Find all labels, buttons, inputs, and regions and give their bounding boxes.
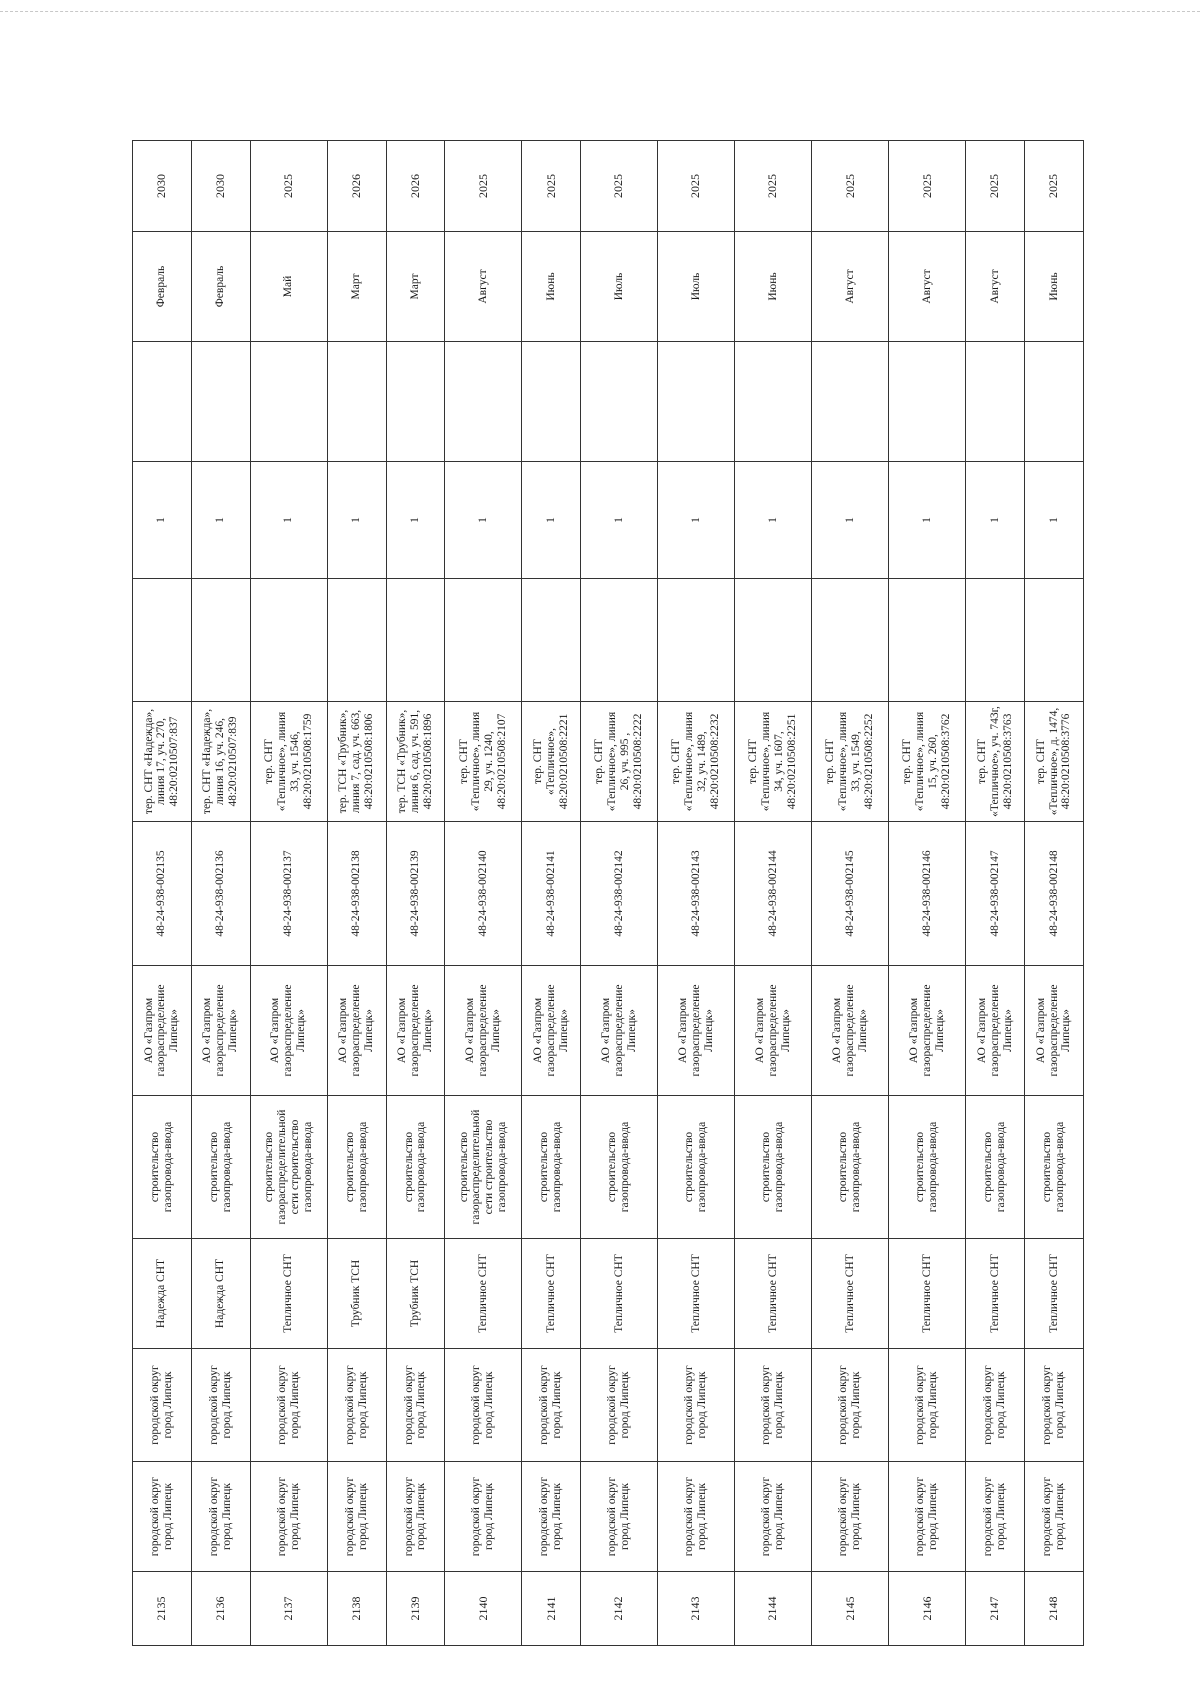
- municipality-cell: городской округ город Липецк: [386, 1462, 445, 1572]
- organization-cell: АО «Газпром газораспределение Липецк»: [735, 966, 812, 1096]
- year-cell: 2025: [889, 141, 966, 232]
- empty-cell: [1025, 579, 1084, 702]
- organization-cell: АО «Газпром газораспределение Липецк»: [445, 966, 522, 1096]
- settlement-cell: городской округ город Липецк: [966, 1349, 1025, 1462]
- year-cell: 2025: [445, 141, 522, 232]
- count-cell: 1: [133, 462, 192, 579]
- empty-cell: [250, 579, 327, 702]
- snt-cell: Тепличное СНТ: [735, 1239, 812, 1349]
- year-cell: 2025: [1025, 141, 1084, 232]
- snt-cell: Трубник ТСН: [386, 1239, 445, 1349]
- empty-cell: [386, 579, 445, 702]
- row-number: 2136: [191, 1572, 250, 1646]
- snt-cell: Тепличное СНТ: [250, 1239, 327, 1349]
- count-cell: 1: [250, 462, 327, 579]
- table-row: [966, 141, 1025, 1646]
- table-row: [658, 141, 735, 1646]
- address-cell: тер. ТСН «Трубник», линия 7, сад. уч. 663, 48:20:0210508:1806: [327, 702, 386, 822]
- year-cell: 2030: [133, 141, 192, 232]
- empty-cell: [133, 342, 192, 462]
- count-cell: 1: [191, 462, 250, 579]
- settlement-cell: городской округ город Липецк: [581, 1349, 658, 1462]
- month-cell: Июнь: [735, 232, 812, 342]
- row-number: 2146: [889, 1572, 966, 1646]
- row-number: 2135: [133, 1572, 192, 1646]
- code-cell: 48-24-938-002136: [191, 822, 250, 966]
- settlement-cell: городской округ город Липецк: [327, 1349, 386, 1462]
- organization-cell: АО «Газпром газораспределение Липецк»: [133, 966, 192, 1096]
- year-cell: 2025: [735, 141, 812, 232]
- address-cell: тер. СНТ «Тепличное», линия 15, уч. 260, 48:20:0210508:3762: [889, 702, 966, 822]
- table-row: [191, 141, 250, 1646]
- snt-cell: Тепличное СНТ: [966, 1239, 1025, 1349]
- address-cell: тер. СНТ «Тепличное», д. 1474, 48:20:0210508:3776: [1025, 702, 1084, 822]
- year-cell: 2030: [191, 141, 250, 232]
- row-number: 2144: [735, 1572, 812, 1646]
- empty-cell: [966, 342, 1025, 462]
- row-number: 2140: [445, 1572, 522, 1646]
- address-cell: тер. ТСН «Трубник», линия 6, сад. уч. 591, 48:20:0210508:1896: [386, 702, 445, 822]
- snt-cell: Тепличное СНТ: [522, 1239, 581, 1349]
- empty-cell: [966, 579, 1025, 702]
- municipality-cell: городской округ город Липецк: [966, 1462, 1025, 1572]
- table-row: [250, 141, 327, 1646]
- municipality-cell: городской округ город Липецк: [1025, 1462, 1084, 1572]
- code-cell: 48-24-938-002142: [581, 822, 658, 966]
- municipality-cell: городской округ город Липецк: [735, 1462, 812, 1572]
- snt-cell: Тепличное СНТ: [445, 1239, 522, 1349]
- settlement-cell: городской округ город Липецк: [250, 1349, 327, 1462]
- count-cell: 1: [1025, 462, 1084, 579]
- municipality-cell: городской округ город Липецк: [327, 1462, 386, 1572]
- empty-cell: [735, 342, 812, 462]
- code-cell: 48-24-938-002143: [658, 822, 735, 966]
- address-cell: тер. СНТ «Надежда», линия 17, уч. 270, 48:20:0210507:837: [133, 702, 192, 822]
- address-cell: тер. СНТ «Тепличное», линия 33, уч. 1549, 48:20:0210508:2252: [812, 702, 889, 822]
- count-cell: 1: [812, 462, 889, 579]
- month-cell: Август: [966, 232, 1025, 342]
- count-cell: 1: [889, 462, 966, 579]
- address-cell: тер. СНТ «Тепличное», линия 29, уч. 1240, 48:20:0210508:2107: [445, 702, 522, 822]
- address-cell: тер. СНТ «Тепличное», 48:20:0210508:2221: [522, 702, 581, 822]
- scan-edge-line: [0, 11, 1200, 13]
- month-cell: Июнь: [1025, 232, 1084, 342]
- empty-cell: [191, 579, 250, 702]
- work-type-cell: строительство газопровода-ввода: [581, 1096, 658, 1239]
- work-type-cell: строительство газопровода-ввода: [133, 1096, 192, 1239]
- settlement-cell: городской округ город Липецк: [386, 1349, 445, 1462]
- code-cell: 48-24-938-002141: [522, 822, 581, 966]
- work-type-cell: строительство газораспределительной сети строительство газопровода-ввода: [445, 1096, 522, 1239]
- empty-cell: [327, 342, 386, 462]
- municipality-cell: городской округ город Липецк: [658, 1462, 735, 1572]
- settlement-cell: городской округ город Липецк: [889, 1349, 966, 1462]
- municipality-cell: городской округ город Липецк: [191, 1462, 250, 1572]
- empty-cell: [250, 342, 327, 462]
- work-type-cell: строительство газопровода-ввода: [966, 1096, 1025, 1239]
- row-number: 2141: [522, 1572, 581, 1646]
- address-cell: тер. СНТ «Надежда», линия 16, уч. 246, 48:20:0210507:839: [191, 702, 250, 822]
- work-type-cell: строительство газораспределительной сети строительство газопровода-ввода: [250, 1096, 327, 1239]
- organization-cell: АО «Газпром газораспределение Липецк»: [581, 966, 658, 1096]
- municipality-cell: городской округ город Липецк: [445, 1462, 522, 1572]
- address-cell: тер. СНТ «Тепличное», уч. 743г, 48:20:0210508:3763: [966, 702, 1025, 822]
- month-cell: Июль: [658, 232, 735, 342]
- code-cell: 48-24-938-002147: [966, 822, 1025, 966]
- code-cell: 48-24-938-002144: [735, 822, 812, 966]
- snt-cell: Тепличное СНТ: [1025, 1239, 1084, 1349]
- registry-table: [132, 140, 1084, 1646]
- count-cell: 1: [581, 462, 658, 579]
- work-type-cell: строительство газопровода-ввода: [812, 1096, 889, 1239]
- table-row: [386, 141, 445, 1646]
- table-row: [812, 141, 889, 1646]
- municipality-cell: городской округ город Липецк: [250, 1462, 327, 1572]
- table-body: [133, 141, 1084, 1646]
- municipality-cell: городской округ город Липецк: [889, 1462, 966, 1572]
- settlement-cell: городской округ город Липецк: [658, 1349, 735, 1462]
- work-type-cell: строительство газопровода-ввода: [1025, 1096, 1084, 1239]
- empty-cell: [735, 579, 812, 702]
- row-number: 2139: [386, 1572, 445, 1646]
- row-number: 2142: [581, 1572, 658, 1646]
- empty-cell: [327, 579, 386, 702]
- organization-cell: АО «Газпром газораспределение Липецк»: [327, 966, 386, 1096]
- month-cell: Август: [445, 232, 522, 342]
- address-cell: тер. СНТ «Тепличное», линия 34, уч. 1607, 48:20:0210508:2251: [735, 702, 812, 822]
- count-cell: 1: [735, 462, 812, 579]
- year-cell: 2025: [658, 141, 735, 232]
- settlement-cell: городской округ город Липецк: [133, 1349, 192, 1462]
- count-cell: 1: [445, 462, 522, 579]
- table-row: [445, 141, 522, 1646]
- empty-cell: [133, 579, 192, 702]
- year-cell: 2025: [581, 141, 658, 232]
- empty-cell: [191, 342, 250, 462]
- address-cell: тер. СНТ «Тепличное», линия 26, уч. 995 , 48:20:0210508:2222: [581, 702, 658, 822]
- month-cell: Август: [812, 232, 889, 342]
- organization-cell: АО «Газпром газораспределение Липецк»: [250, 966, 327, 1096]
- year-cell: 2025: [812, 141, 889, 232]
- address-cell: тер. СНТ «Тепличное», линия 33, уч. 1546, 48:20:0210508:1759: [250, 702, 327, 822]
- month-cell: Август: [889, 232, 966, 342]
- municipality-cell: городской округ город Липецк: [581, 1462, 658, 1572]
- month-cell: Февраль: [133, 232, 192, 342]
- count-cell: 1: [966, 462, 1025, 579]
- month-cell: Июнь: [522, 232, 581, 342]
- snt-cell: Трубник ТСН: [327, 1239, 386, 1349]
- year-cell: 2025: [250, 141, 327, 232]
- code-cell: 48-24-938-002146: [889, 822, 966, 966]
- row-number: 2148: [1025, 1572, 1084, 1646]
- empty-cell: [522, 579, 581, 702]
- table-row: [735, 141, 812, 1646]
- empty-cell: [658, 342, 735, 462]
- organization-cell: АО «Газпром газораспределение Липецк»: [386, 966, 445, 1096]
- empty-cell: [812, 579, 889, 702]
- snt-cell: Надежда СНТ: [191, 1239, 250, 1349]
- table-row: [522, 141, 581, 1646]
- snt-cell: Надежда СНТ: [133, 1239, 192, 1349]
- count-cell: 1: [658, 462, 735, 579]
- work-type-cell: строительство газопровода-ввода: [522, 1096, 581, 1239]
- settlement-cell: городской округ город Липецк: [522, 1349, 581, 1462]
- empty-cell: [445, 342, 522, 462]
- code-cell: 48-24-938-002135: [133, 822, 192, 966]
- table-row: [327, 141, 386, 1646]
- row-number: 2143: [658, 1572, 735, 1646]
- month-cell: Июль: [581, 232, 658, 342]
- code-cell: 48-24-938-002137: [250, 822, 327, 966]
- work-type-cell: строительство газопровода-ввода: [889, 1096, 966, 1239]
- work-type-cell: строительство газопровода-ввода: [386, 1096, 445, 1239]
- empty-cell: [581, 342, 658, 462]
- address-cell: тер. СНТ «Тепличное», линия 32, уч. 1489, 48:20:0210508:2232: [658, 702, 735, 822]
- count-cell: 1: [327, 462, 386, 579]
- snt-cell: Тепличное СНТ: [581, 1239, 658, 1349]
- organization-cell: АО «Газпром газораспределение Липецк»: [191, 966, 250, 1096]
- work-type-cell: строительство газопровода-ввода: [327, 1096, 386, 1239]
- empty-cell: [581, 579, 658, 702]
- settlement-cell: городской округ город Липецк: [735, 1349, 812, 1462]
- code-cell: 48-24-938-002138: [327, 822, 386, 966]
- year-cell: 2026: [327, 141, 386, 232]
- settlement-cell: городской округ город Липецк: [191, 1349, 250, 1462]
- code-cell: 48-24-938-002139: [386, 822, 445, 966]
- snt-cell: Тепличное СНТ: [658, 1239, 735, 1349]
- empty-cell: [812, 342, 889, 462]
- organization-cell: АО «Газпром газораспределение Липецк»: [1025, 966, 1084, 1096]
- municipality-cell: городской округ город Липецк: [133, 1462, 192, 1572]
- work-type-cell: строительство газопровода-ввода: [658, 1096, 735, 1239]
- year-cell: 2026: [386, 141, 445, 232]
- work-type-cell: строительство газопровода-ввода: [191, 1096, 250, 1239]
- month-cell: Март: [386, 232, 445, 342]
- row-number: 2147: [966, 1572, 1025, 1646]
- count-cell: 1: [522, 462, 581, 579]
- code-cell: 48-24-938-002140: [445, 822, 522, 966]
- month-cell: Февраль: [191, 232, 250, 342]
- year-cell: 2025: [522, 141, 581, 232]
- work-type-cell: строительство газопровода-ввода: [735, 1096, 812, 1239]
- snt-cell: Тепличное СНТ: [889, 1239, 966, 1349]
- table-row: [581, 141, 658, 1646]
- empty-cell: [445, 579, 522, 702]
- empty-cell: [522, 342, 581, 462]
- snt-cell: Тепличное СНТ: [812, 1239, 889, 1349]
- organization-cell: АО «Газпром газораспределение Липецк»: [889, 966, 966, 1096]
- row-number: 2137: [250, 1572, 327, 1646]
- rotated-page: [132, 141, 1084, 1646]
- organization-cell: АО «Газпром газораспределение Липецк»: [812, 966, 889, 1096]
- municipality-cell: городской округ город Липецк: [812, 1462, 889, 1572]
- organization-cell: АО «Газпром газораспределение Липецк»: [522, 966, 581, 1096]
- settlement-cell: городской округ город Липецк: [1025, 1349, 1084, 1462]
- count-cell: 1: [386, 462, 445, 579]
- code-cell: 48-24-938-002148: [1025, 822, 1084, 966]
- empty-cell: [386, 342, 445, 462]
- month-cell: Март: [327, 232, 386, 342]
- empty-cell: [658, 579, 735, 702]
- table-row: [1025, 141, 1084, 1646]
- organization-cell: АО «Газпром газораспределение Липецк»: [658, 966, 735, 1096]
- municipality-cell: городской округ город Липецк: [522, 1462, 581, 1572]
- empty-cell: [889, 342, 966, 462]
- settlement-cell: городской округ город Липецк: [445, 1349, 522, 1462]
- empty-cell: [1025, 342, 1084, 462]
- row-number: 2138: [327, 1572, 386, 1646]
- month-cell: Май: [250, 232, 327, 342]
- table-row: [889, 141, 966, 1646]
- code-cell: 48-24-938-002145: [812, 822, 889, 966]
- empty-cell: [889, 579, 966, 702]
- year-cell: 2025: [966, 141, 1025, 232]
- row-number: 2145: [812, 1572, 889, 1646]
- table-row: [133, 141, 192, 1646]
- organization-cell: АО «Газпром газораспределение Липецк»: [966, 966, 1025, 1096]
- settlement-cell: городской округ город Липецк: [812, 1349, 889, 1462]
